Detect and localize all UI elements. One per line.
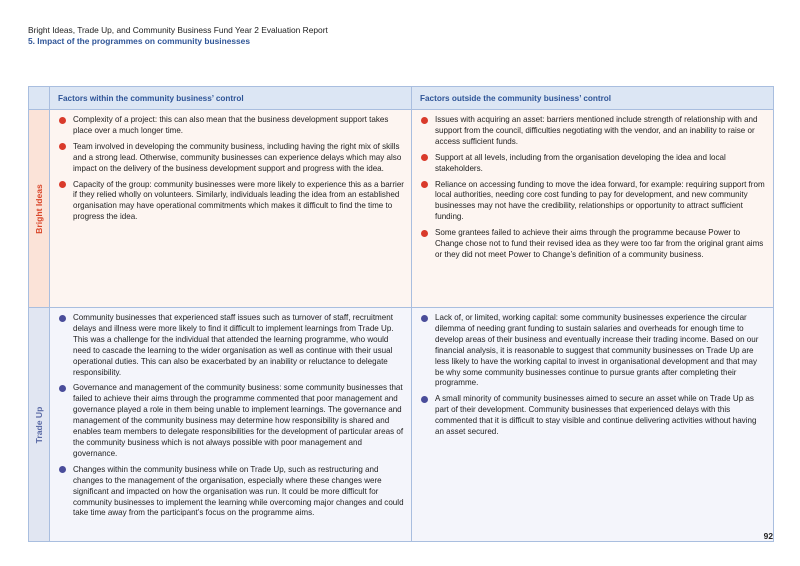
bullet-icon bbox=[59, 315, 66, 322]
list-item-text: A small minority of community businesses aimed to secure an asset while on Trade Up as part of their development. Community businesses that experienced delays with this commented that it is difficult to stay visible and continue delivering activities without having an asset secured. bbox=[435, 394, 757, 437]
bullet-icon bbox=[59, 466, 66, 473]
column-header-within: Factors within the community business’ control bbox=[50, 87, 412, 110]
list-item-text: Governance and management of the community business: some community businesses that failed to achieve their aims through the programme commented that poor management and governance played a role in them being unable to implement learnings. The governance and management of the community business may determine how responsibility is shared and enables team members to delegate responsibilities for the development of particular areas of the community business which is not always possible with poor management and governance. bbox=[73, 383, 404, 458]
list-item bbox=[421, 115, 767, 148]
section-title: 5. Impact of the programmes on community businesses bbox=[28, 36, 250, 46]
bullet-icon bbox=[421, 117, 428, 124]
page-number: 92 bbox=[763, 531, 773, 541]
list-item-text: Community businesses that experienced staff issues such as turnover of staff, recruitment delays and illness were more likely to find it difficult to implement learnings from Trade Up. This was a challenge for the individual that attended the learning programme, who would need to cascade the learning to the wider organisation as well as continue with their usual operational duties. This can also be exacerbated by an inability or reluctance to delegate responsibility. bbox=[73, 313, 394, 377]
bullet-icon bbox=[421, 315, 428, 322]
bullet-icon bbox=[421, 181, 428, 188]
list-item-text: Changes within the community business while on Trade Up, such as restructuring and changes to the management of the organisation, especially where these changes were significant and impacted on how the organisation was run. It could be more difficult for community businesses to implement the learning while overcoming major changes and could take time away from the participant’s focus on the programme aims. bbox=[73, 464, 404, 518]
row-label-bright-ideas: Bright Ideas bbox=[34, 183, 44, 234]
cell-within-bright-ideas bbox=[50, 110, 412, 308]
list-item bbox=[421, 394, 767, 438]
list-item bbox=[59, 465, 405, 520]
cell-within-trade-up bbox=[50, 308, 412, 542]
table-row-bright-ideas bbox=[29, 110, 774, 308]
list-item-text: Some grantees failed to achieve their aims through the programme because Power to Change chose not to fund their revised idea as they were too far from the original grant aims or they did not meet Power to Change’s definition of a community business. bbox=[435, 228, 764, 259]
bullet-icon bbox=[59, 143, 66, 150]
table-header-row bbox=[29, 87, 774, 110]
cell-outside-bright-ideas bbox=[412, 110, 774, 308]
column-header-outside: Factors outside the community business’ control bbox=[412, 87, 774, 110]
bullet-icon bbox=[59, 117, 66, 124]
bullet-icon bbox=[59, 385, 66, 392]
list-item-text: Team involved in developing the community business, including having the right mix of skills and a strong lead. Otherwise, community businesses can experience delays which may also impact on the delivery of the business development support and progress with the idea. bbox=[73, 141, 402, 173]
list-item-text: Capacity of the group: community businesses were more likely to experience this as a barrier if they relied wholly on volunteers. Similarly, individuals leading the idea from an established organisation may have operational commitments which makes it difficult to find the time to progress the idea. bbox=[73, 179, 404, 222]
list-item bbox=[421, 180, 767, 224]
bullet-icon bbox=[421, 396, 428, 403]
list-item-text: Lack of, or limited, working capital: some community businesses experience the circular dilemma of needing grant funding to sustain salaries and overheads for enough time to develop areas of their business and eventually increase their trading income. Based on our financial analysis, it is reasonable to suggest that community businesses on Trade Up are less likely to have the working capital to invest in organisational development and that may be why some community businesses continue to pursue grants after completing their programme. bbox=[435, 313, 759, 388]
header-corner-cell bbox=[29, 87, 50, 110]
list-item-text: Support at all levels, including from the organisation developing the idea and local stakeholders. bbox=[435, 152, 726, 173]
list-item bbox=[421, 228, 767, 261]
list-item bbox=[59, 313, 405, 378]
row-label-cell bbox=[29, 308, 50, 542]
bullet-icon bbox=[421, 154, 428, 161]
list-item-text: Issues with acquiring an asset: barriers mentioned include strength of relationship with and support from the council, difficulties negotiating with the vendor, and an inability to raise or access sufficient funds. bbox=[435, 115, 758, 146]
list-item bbox=[59, 142, 405, 175]
page-header bbox=[28, 25, 328, 47]
list-item bbox=[421, 153, 767, 175]
table-row-trade-up bbox=[29, 308, 774, 542]
bullet-icon bbox=[59, 181, 66, 188]
row-label-trade-up: Trade Up bbox=[34, 406, 44, 443]
list-item bbox=[59, 383, 405, 459]
list-item bbox=[421, 313, 767, 389]
row-label-cell bbox=[29, 110, 50, 308]
bullet-icon bbox=[421, 230, 428, 237]
list-item-text: Reliance on accessing funding to move the idea forward, for example: requiring support from local authorities, needing core cost funding to pay for development, and new community businesses may not have the credibility, relationships or opportunity to attract sufficient funding. bbox=[435, 179, 765, 222]
list-item bbox=[59, 115, 405, 137]
list-item bbox=[59, 180, 405, 224]
list-item-text: Complexity of a project: this can also mean that the business development support takes place over a much longer time. bbox=[73, 115, 389, 135]
factors-table bbox=[28, 86, 774, 542]
report-title: Bright Ideas, Trade Up, and Community Business Fund Year 2 Evaluation Report bbox=[28, 25, 328, 35]
cell-outside-trade-up bbox=[412, 308, 774, 542]
